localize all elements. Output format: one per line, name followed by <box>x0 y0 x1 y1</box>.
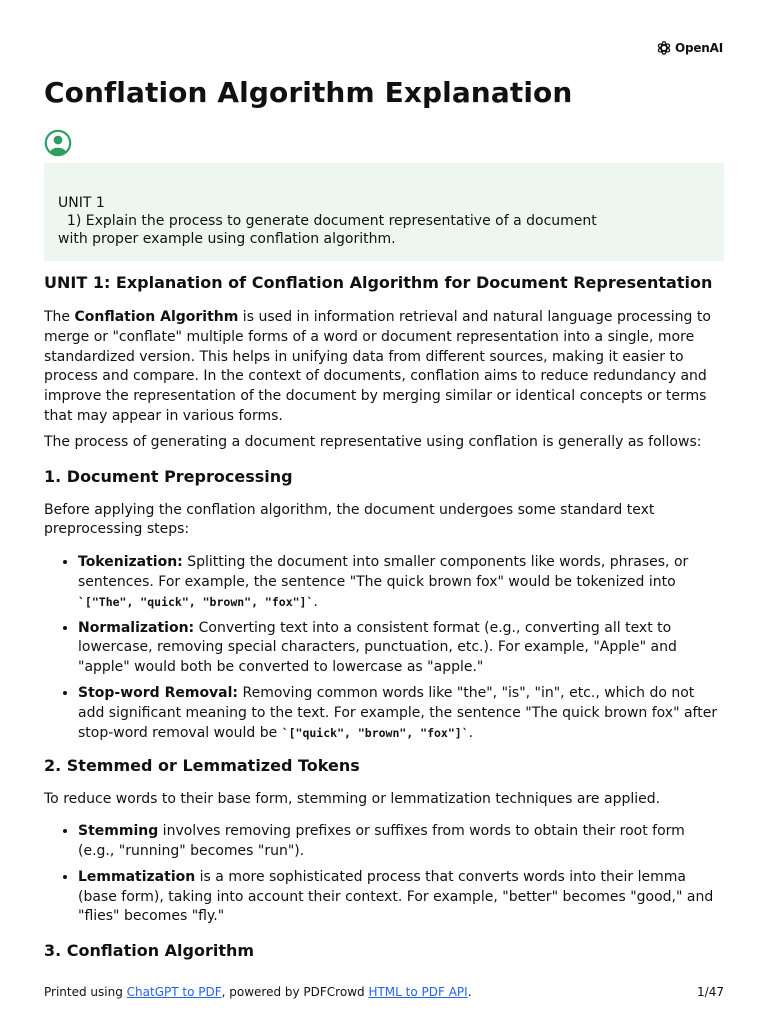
brand-logo <box>656 40 723 56</box>
section-text-preprocessing: Before applying the conflation algorithm, the document undergoes some standard text preprocessing steps: <box>44 501 655 538</box>
section-text-stemming: To reduce words to their base form, stemming or lemmatization techniques are applied. <box>44 791 661 808</box>
list-item: • Stemming involves removing prefixes or suffixes from words to obtain their root form (e.g., "running" becomes "run"). <box>78 822 724 862</box>
assistant-response <box>44 272 724 962</box>
list-item: • Normalization: Converting text into a consistent format (e.g., converting all text to lowercase, removing special characters, punctuation, etc.). For example, "Apple" and "apple" would both be converted to lowercase as "apple." <box>78 619 724 678</box>
list-item: • Tokenization: Splitting the document into smaller components like words, phrases, or sentences. For example, the sentence "The quick brown fox" would be tokenized into `["The", "quick", "brown", "fox"]`. <box>78 553 724 612</box>
section-heading-conflation: 3. Conflation Algorithm <box>44 941 255 961</box>
section-heading-stemming: 2. Stemmed or Lemmatized Tokens <box>44 756 360 776</box>
footer-credit: Printed using ChatGPT to PDF, powered by PDFCrowd HTML to PDF API. <box>44 985 472 999</box>
response-heading: UNIT 1: Explanation of Conflation Algorithm for Document Representation <box>44 273 713 292</box>
process-intro: The process of generating a document representative using conflation is generally as follows: <box>44 433 702 450</box>
html-to-pdf-api-link[interactable]: HTML to PDF API <box>368 985 468 999</box>
brand-name: OpenAI <box>674 41 723 55</box>
code-snippet: `["quick", "brown", "fox"]` <box>281 725 469 740</box>
list-item: • Stop-word Removal: Removing common words like "the", "is", "in", etc., which do not add significant meaning to the text. For example, the sentence "The quick brown fox" after stop-word removal would be `["quick", "brown", "fox"]`. <box>78 684 724 743</box>
list-item: • Lemmatization is a more sophisticated process that converts words into their lemma (base form), taking into account their context. For example, "better" becomes "good," and "flies" becomes "fly." <box>78 868 724 927</box>
stemming-list <box>44 822 724 927</box>
user-prompt: UNIT 1 1) Explain the process to generate document representative of a document with proper example using conflation algorithm. <box>44 163 724 261</box>
openai-logo-icon <box>656 40 672 56</box>
page-footer <box>44 985 724 999</box>
preprocessing-list <box>44 553 724 743</box>
user-avatar-icon <box>44 129 72 157</box>
chatgpt-to-pdf-link[interactable]: ChatGPT to PDF <box>126 985 222 999</box>
term-conflation-algorithm: Conflation Algorithm <box>74 309 239 325</box>
intro-paragraph: The Conflation Algorithm is used in information retrieval and natural language processing to merge or "conflate" multiple forms of a word or document representation into a single, more standardized version. This helps in unifying data from different sources, making it easier to process and compare. In the context of documents, conflation aims to reduce redundancy and improve the representation of the document by merging similar or identical concepts or terms that may appear in various forms. <box>44 309 711 424</box>
code-snippet: `["The", "quick", "brown", "fox"]` <box>78 594 314 609</box>
section-heading-preprocessing: 1. Document Preprocessing <box>44 466 293 486</box>
page-number: 1/47 <box>697 985 724 999</box>
page-title: Conflation Algorithm Explanation <box>44 76 573 109</box>
